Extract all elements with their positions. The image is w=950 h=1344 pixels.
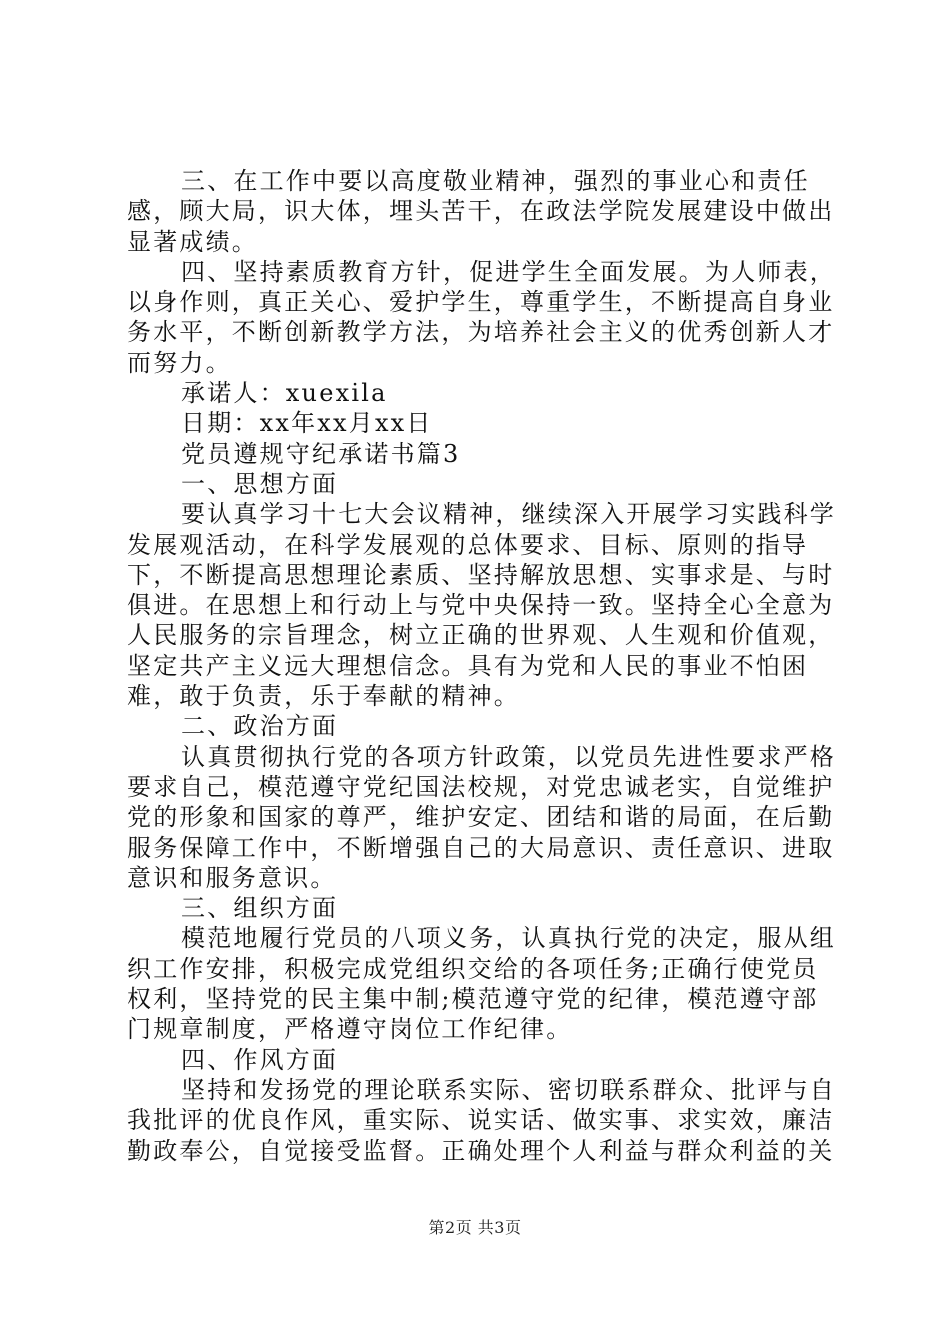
heading-thought: 一、思想方面 (181, 469, 339, 498)
page-footer: 第2页 共3页 (428, 1218, 522, 1237)
paragraph-item-three-work: 三、在工作中要以高度敬业精神，强烈的事业心和责任感，顾大局，识大体，埋头苦干，在政法学院发展建设中做出显著成绩。 (127, 167, 835, 256)
paragraph-style: 坚持和发扬党的理论联系实际、密切联系群众、批评与自我批评的优良作风，重实际、说实话、做实事、求实效，廉洁勤政奉公，自觉接受监督。正确处理个人利益与群众利益的关 (127, 1075, 836, 1165)
paragraph-item-four-education: 四、坚持素质教育方针，促进学生全面发展。为人师表，以身作则，真正关心、爱护学生，尊重学生，不断提高自身业务水平，不断创新教学方法，为培养社会主义的优秀创新人才而努力。 (127, 257, 836, 377)
date-line: 日期：xx年xx月xx日 (181, 409, 433, 438)
heading-organization: 三、组织方面 (181, 894, 339, 923)
heading-style: 四、作风方面 (181, 1045, 339, 1074)
section-title: 党员遵规守纪承诺书篇3 (181, 439, 461, 468)
paragraph-organization: 模范地履行党员的八项义务，认真执行党的决定，服从组织工作安排，积极完成党组织交给的各项任务;正确行使党员权利，坚持党的民主集中制;模范遵守党的纪律，模范遵守部门规章制度，严格遵守岗位工作纪律。 (127, 924, 836, 1044)
paragraph-thought: 要认真学习十七大会议精神，继续深入开展学习实践科学发展观活动，在科学发展观的总体要求、目标、原则的指导下，不断提高思想理论素质、坚持解放思想、实事求是、与时俱进。在思想上和行动上与党中央保持一致。坚持全心全意为人民服务的宗旨理念，树立正确的世界观、人生观和价值观，坚定共产主义远大理想信念。具有为党和人民的事业不怕困难，敢于负责，乐于奉献的精神。 (127, 500, 836, 711)
signatory-line: 承诺人：xuexila (181, 379, 388, 408)
document-body (127, 166, 843, 1166)
heading-politics: 二、政治方面 (181, 712, 339, 741)
paragraph-politics: 认真贯彻执行党的各项方针政策，以党员先进性要求严格要求自己，模范遵守党纪国法校规，对党忠诚老实，自觉维护党的形象和国家的尊严，维护安定、团结和谐的局面，在后勤服务保障工作中，不断增强自己的大局意识、责任意识、进取意识和服务意识。 (127, 742, 836, 892)
